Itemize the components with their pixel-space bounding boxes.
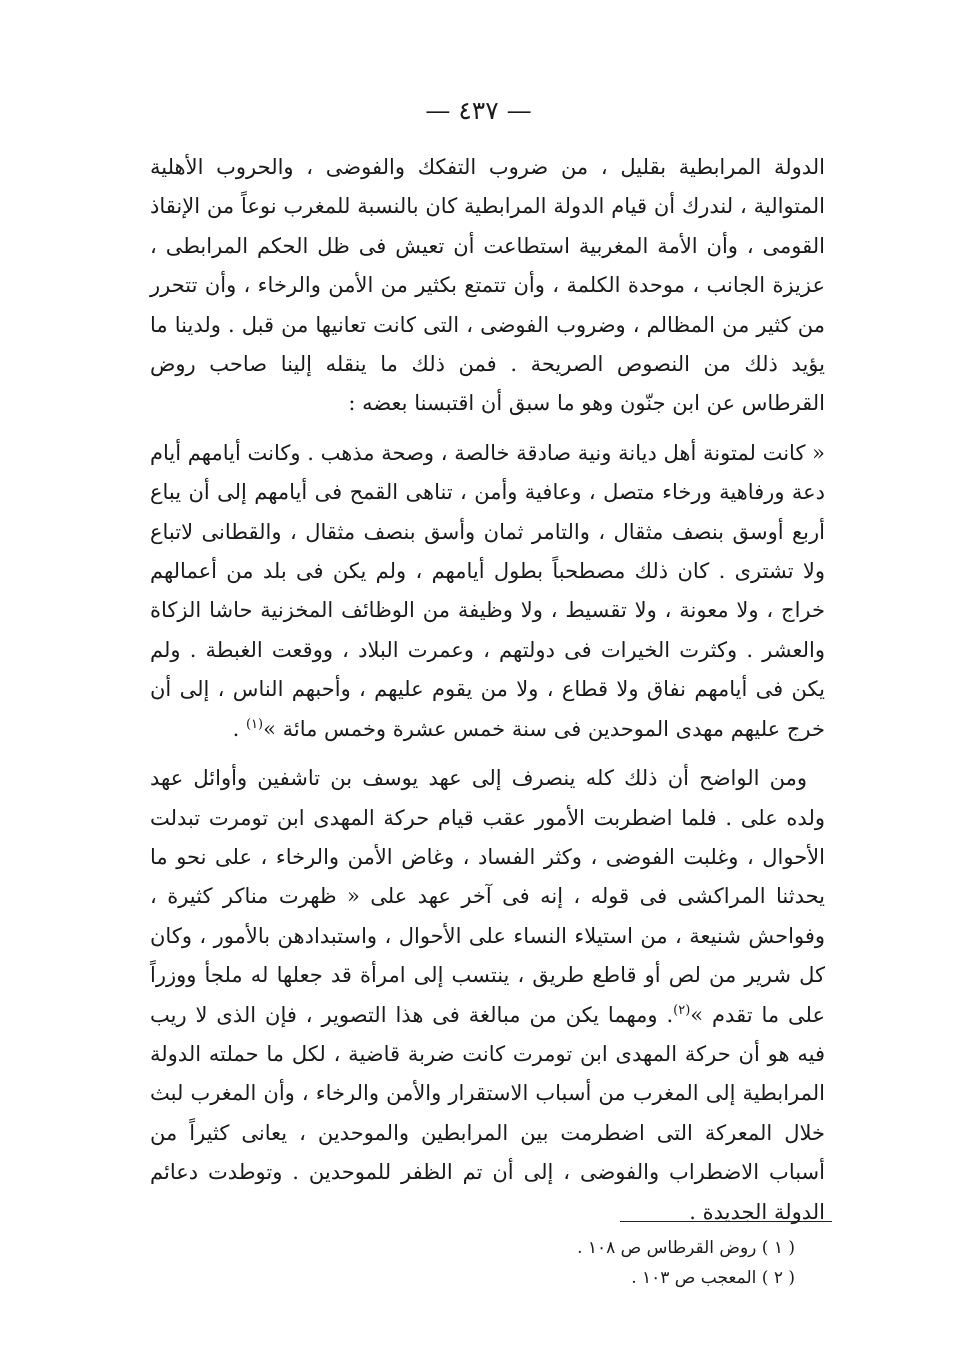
- analysis-text-part-2: . ومهما يكن من مبالغة فى هذا التصوير ، فإن الذى لا ريب فيه هو أن حركة المهدى ابن تومرت كانت ضربة قاضية ، لكل ما حملته الدولة المرابطية إلى المغرب من أسباب الاستقرار والأمن والرخاء ، وأن المغرب لبث خلال المعركة التى اضطرمت بين المرابطين والموحدين ، يعانى كثيراً من أسباب الاضطراب والفوضى ، إلى أن تم الظفر للموحدين . وتوطدت دعائم الدولة الجديدة .: [150, 1002, 825, 1224]
- footnotes: [450, 1233, 795, 1293]
- body-text: [150, 148, 825, 1232]
- footnote-mark-1: (١): [245, 716, 264, 732]
- footnote-mark-2: (٢): [673, 1002, 691, 1018]
- footnote-divider: [620, 1221, 832, 1222]
- analysis-text-part-1: ومن الواضح أن ذلك كله ينصرف إلى عهد يوسف بن تاشفين وأوائل عهد ولده على . فلما اضطربت الأمور عقب قيام حركة المهدى ابن تومرت تبدلت الأحوال ، وغلبت الفوضى ، وكثر الفساد ، وغاض الأمن والرخاء ، على نحو ما يحدثنا المراكشى فى قوله ، إنه فى آخر عهد على « ظهرت مناكر كثيرة ، وفواحش شنيعة ، من استيلاء النساء على الأحوال ، واستبدادهن بالأمور ، وكان كل شرير من لص أو قاطع طريق ، ينتسب إلى امرأة قد جعلها له ملجأ ووزراً على ما تقدم »: [150, 766, 825, 1027]
- page-number: — ٤٣٧ —: [425, 96, 532, 125]
- quotation-text: « كانت لمتونة أهل ديانة ونية صادقة خالصة ، وصحة مذهب . وكانت أيامهم أيام دعة ورفاهية ورخاء متصل ، وعافية وأمن ، تناهى القمح فى أيامهم إلى أن يباع أربع أوسق بنصف مثقال ، والتامر ثمان وأسق بنصف مثقال ، والقطانى لاتباع ولا تشترى . كان ذلك مصطحباً بطول أيامهم ، ولم يكن فى بلد من أعمالهم خراج ، ولا معونة ، ولا تقسيط ، ولا وظيفة من الوظائف المخزنية حاشا الزكاة والعشر . وكثرت الخيرات فى دولتهم ، وعمرت البلاد ، ووقعت الغبطة . ولم يكن فى أيامهم نفاق ولا قطاع ، ولا من يقوم عليهم ، وأحبهم الناس ، إلى أن خرج عليهم مهدى الموحدين فى سنة خمس عشرة وخمس مائة »: [150, 440, 825, 741]
- paragraph-intro: الدولة المرابطية بقليل ، من ضروب التفكك والفوضى ، والحروب الأهلية المتوالية ، لندرك أن قيام الدولة المرابطية كان بالنسبة للمغرب نوعاً من الإنقاذ القومى ، وأن الأمة المغربية استطاعت أن تعيش فى ظل الحكم المرابطى ، عزيزة الجانب ، موحدة الكلمة ، وأن تتمتع بكثير من الأمن والرخاء ، وأن تتحرر من كثير من المظالم ، وضروب الفوضى ، التى كانت تعانيها من قبل . ولدينا ما يؤيد ذلك من النصوص الصريحة . فمن ذلك ما ينقله إلينا صاحب روض القرطاس عن ابن جنّون وهو ما سبق أن اقتبسنا بعضه :: [150, 155, 825, 416]
- paragraph-analysis: [150, 759, 825, 1232]
- footnote-2: ( ٢ ) المعجب ص ١٠٣ .: [631, 1268, 795, 1288]
- footnote-1: ( ١ ) روض القرطاس ص ١٠٨ .: [577, 1238, 795, 1258]
- paragraph-quotation: « كانت لمتونة أهل ديانة ونية صادقة خالصة ، وصحة مذهب . وكانت أيامهم أيام دعة ورفاهية ورخاء متصل ، وعافية وأمن ، تناهى القمح فى أيامهم إلى أن يباع أربع أوسق بنصف مثقال ، والتامر ثمان وأسق بنصف مثقال ، والقطانى لاتباع ولا تشترى . كان ذلك مصطحباً بطول أيامهم ، ولم يكن فى بلد من أعمالهم خراج ، ولا معونة ، ولا تقسيط ، ولا وظيفة من الوظائف المخزنية حاشا الزكاة والعشر . وكثرت الخيرات فى دولتهم ، وعمرت البلاد ، ووقعت الغبطة . ولم يكن فى أيامهم نفاق ولا قطاع ، ولا من يقوم عليهم ، وأحبهم الناس ، إلى أن خرج عليهم مهدى الموحدين فى سنة خمس عشرة وخمس مائة »$^{(١)}$ .: [150, 440, 825, 741]
